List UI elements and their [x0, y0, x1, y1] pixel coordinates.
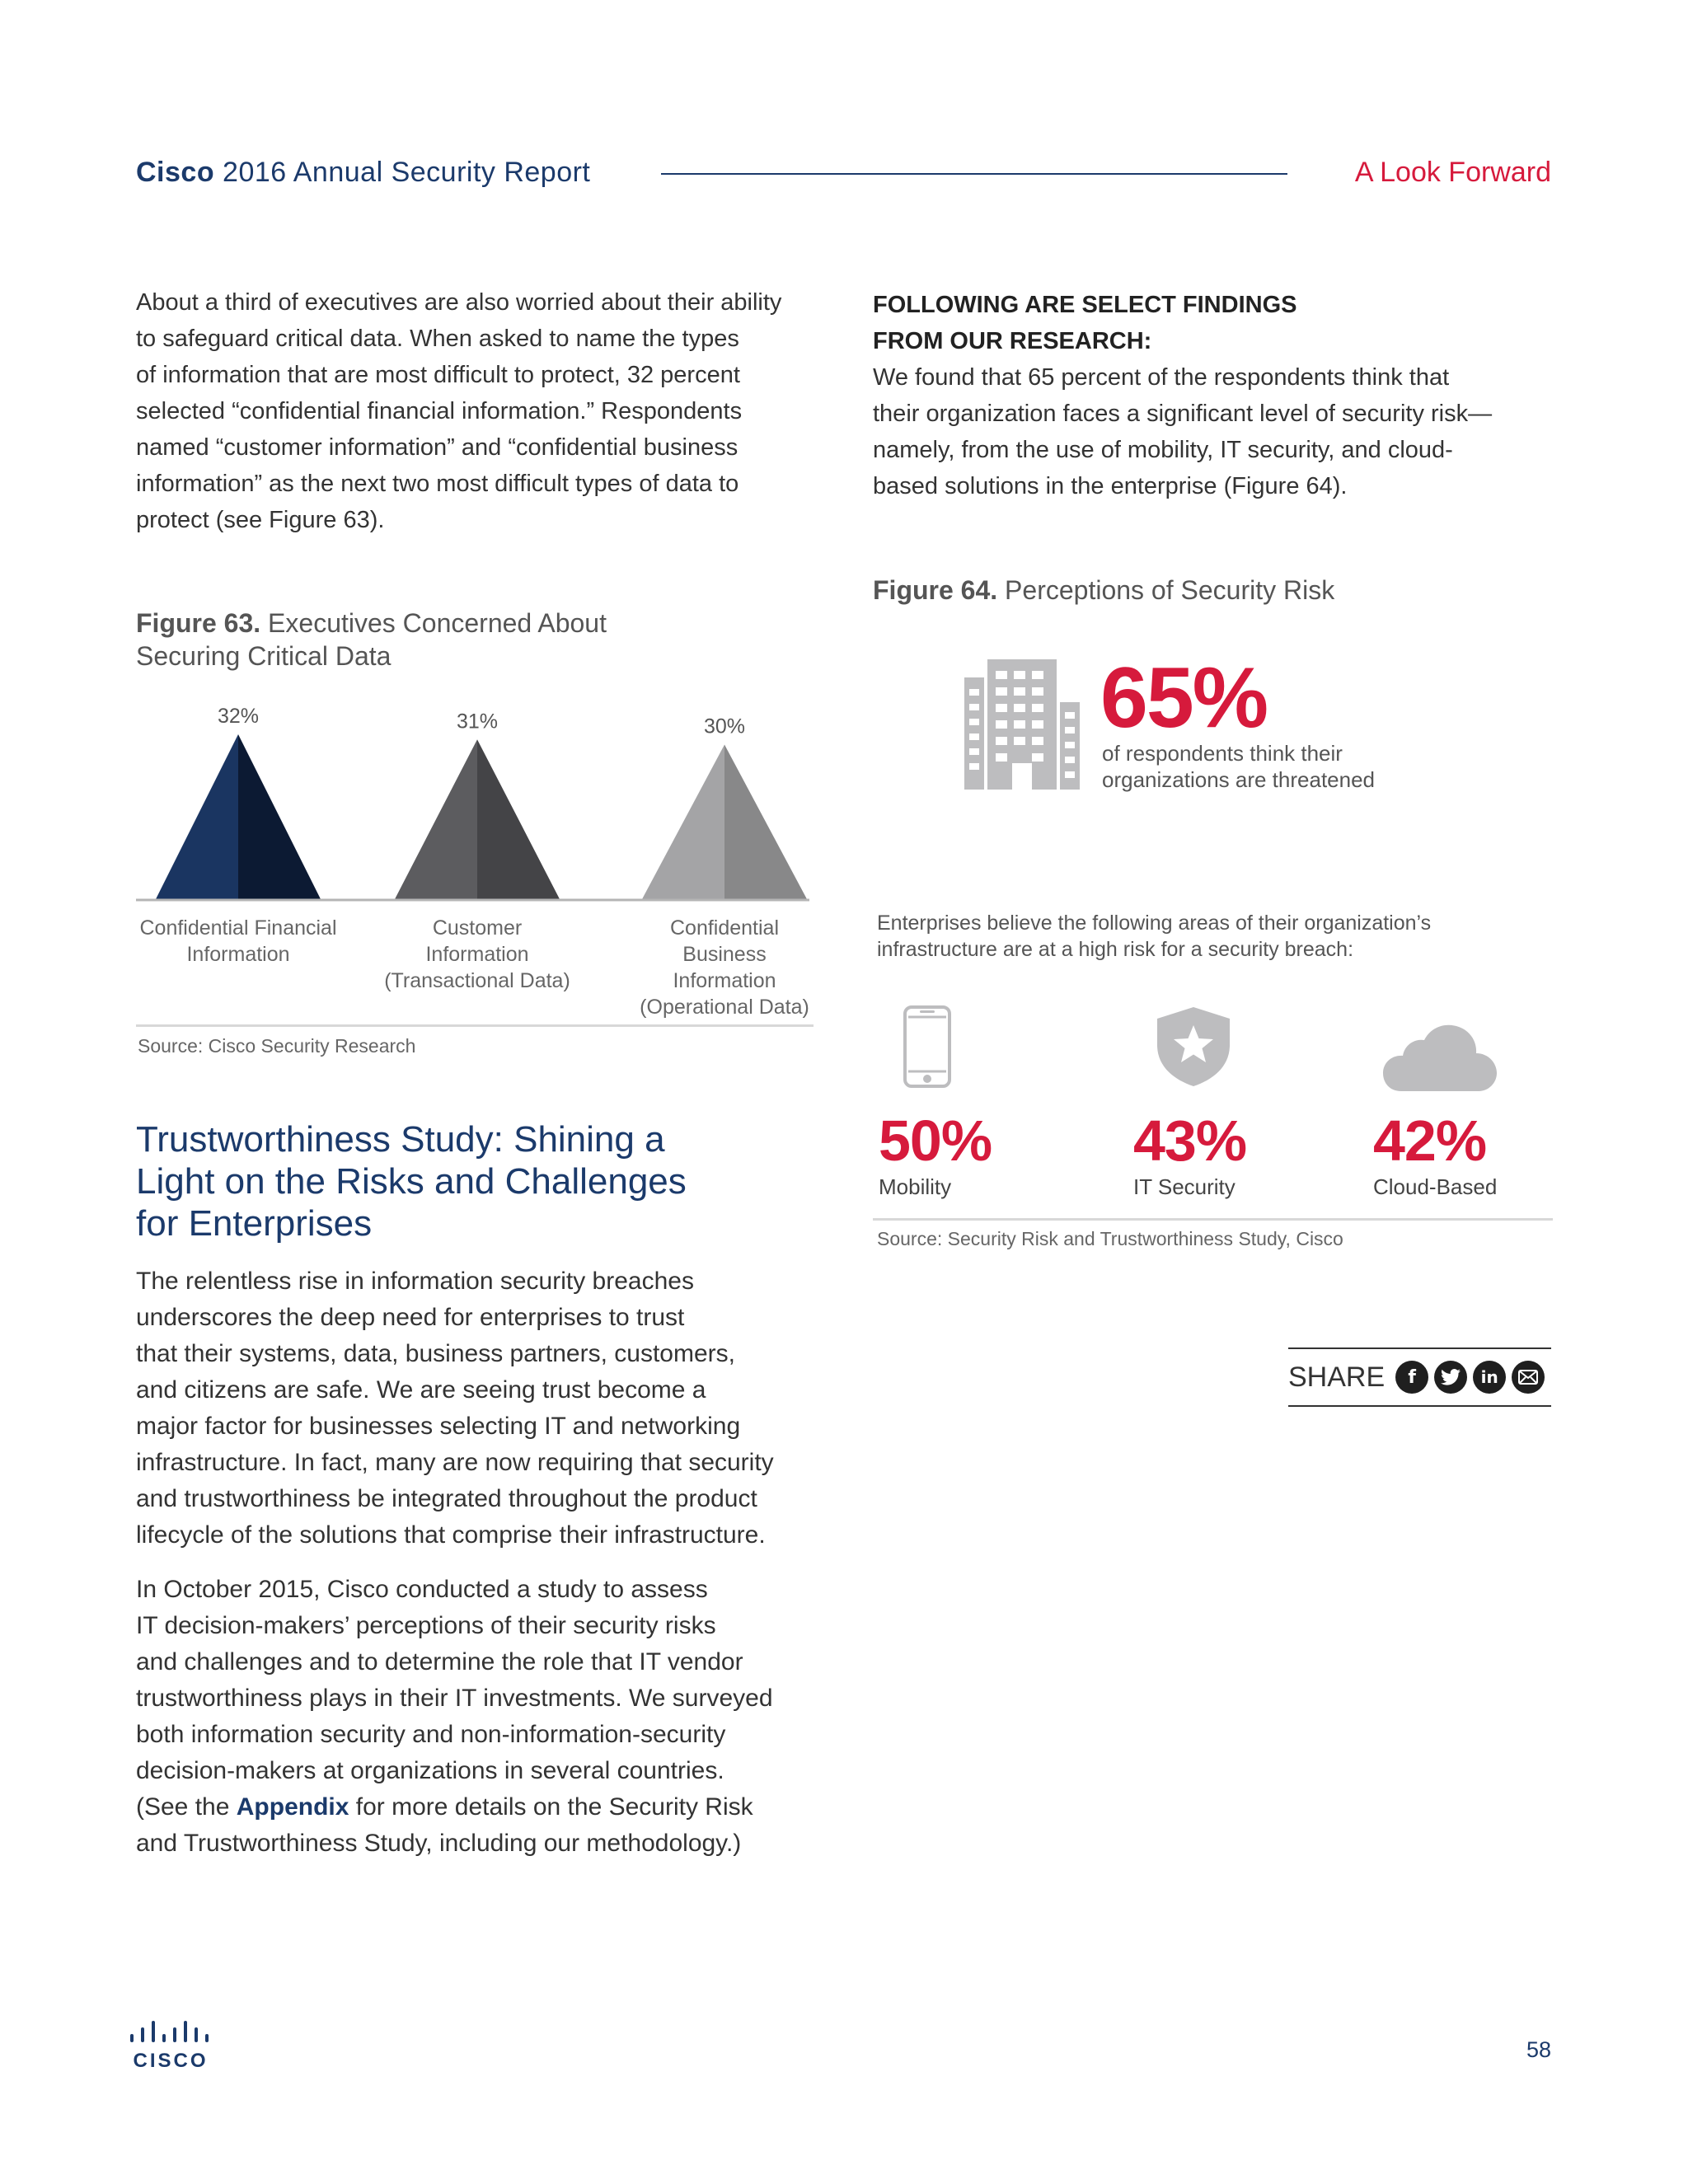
headline-description [1102, 740, 1375, 793]
data-label: 31% [456, 710, 499, 733]
text-line: Enterprises believe the following areas of their organization’s [877, 912, 1432, 935]
figure63-chart [132, 701, 824, 1038]
figure64-source: Source: Security Risk and Trustworthiness Study, Cisco [877, 1228, 1343, 1249]
text-fragment: (See the [136, 1793, 237, 1821]
share-bar [1288, 1347, 1551, 1407]
text-line: protect (see Figure 63). [136, 507, 385, 533]
trust-paragraph-1 [136, 1263, 774, 1554]
figure63-title [136, 607, 607, 673]
triangle-bar-right [238, 734, 321, 899]
text-line: and trustworthiness be integrated throughout the product [136, 1485, 757, 1512]
intro-paragraph [136, 284, 781, 538]
data-label: 30% [703, 715, 746, 738]
figure63-divider [136, 1024, 814, 1027]
category-label: Customer [432, 916, 523, 940]
text-line: underscores the deep need for enterprises to trust [136, 1304, 685, 1331]
figure63-source: Source: Cisco Security Research [138, 1035, 416, 1057]
page-number: 58 [1526, 2037, 1551, 2062]
section-title: A Look Forward [1354, 157, 1551, 188]
heading-line: FROM OUR RESEARCH: [873, 328, 1152, 354]
triangle-bar-right [724, 745, 807, 900]
text-line: lifecycle of the solutions that comprise their infrastructure. [136, 1521, 766, 1549]
cloud-icon [1383, 1022, 1497, 1091]
appendix-link[interactable]: Appendix [236, 1793, 349, 1821]
category-label: Confidential [669, 916, 780, 940]
twitter-icon[interactable] [1434, 1361, 1467, 1394]
stat-label: Mobility [879, 1174, 952, 1199]
stat-label: IT Security [1133, 1174, 1236, 1199]
figure63-title-line: Securing Critical Data [136, 641, 392, 671]
text-line: major factor for businesses selecting IT and networking [136, 1413, 741, 1440]
text-line: In October 2015, Cisco conducted a study to assess [136, 1576, 708, 1603]
stat-mobility [879, 1108, 992, 1200]
text-line: decision-makers at organizations in several countries. [136, 1757, 724, 1784]
building-icon [964, 659, 1080, 790]
text-line [136, 1789, 773, 1825]
text-line: and citizens are safe. We are seeing trust become a [136, 1376, 706, 1404]
category-label: Information [425, 943, 529, 966]
stat-value: 43% [1133, 1108, 1247, 1173]
cisco-logo [128, 2019, 218, 2070]
linkedin-icon[interactable]: in [1473, 1361, 1506, 1394]
heading-line: Light on the Risks and Challenges [136, 1161, 687, 1202]
text-line: The relentless rise in information security breaches [136, 1268, 694, 1295]
stat-value: 50% [879, 1108, 992, 1173]
text-line: IT decision-makers’ perceptions of their security risks [136, 1612, 716, 1639]
text-line: of information that are most difficult to protect, 32 percent [136, 362, 740, 388]
email-icon[interactable] [1512, 1361, 1545, 1394]
triangle-bar-left [395, 739, 477, 899]
triangle-bar-right [477, 739, 560, 899]
text-line: their organization faces a significant level of security risk— [873, 401, 1493, 427]
heading-line: FOLLOWING ARE SELECT FINDINGS [873, 292, 1297, 318]
findings-paragraph [873, 359, 1492, 504]
text-line: namely, from the use of mobility, IT security, and cloud- [873, 437, 1453, 463]
cisco-logo-text: CISCO [133, 2050, 209, 2070]
figure64-label: Figure 64. [873, 575, 998, 605]
stat-cloud-based [1373, 1108, 1498, 1200]
report-header-title [136, 157, 590, 189]
text-fragment: for more details on the Security Risk [349, 1793, 753, 1821]
trust-section-heading [136, 1118, 687, 1244]
figure63-label: Figure 63. [136, 608, 261, 638]
text-line: trustworthiness plays in their IT investments. We surveyed [136, 1685, 773, 1712]
text-line: based solutions in the enterprise (Figure 64). [873, 473, 1348, 499]
figure64-intro [877, 910, 1431, 963]
heading-line: for Enterprises [136, 1203, 373, 1244]
category-label: (Transactional Data) [384, 969, 570, 992]
text-line: and Trustworthiness Study, including our methodology.) [136, 1830, 742, 1857]
text-line: We found that 65 percent of the respondents think that [873, 364, 1450, 391]
figure64-divider [873, 1218, 1553, 1221]
text-line: of respondents think their [1102, 741, 1343, 766]
facebook-icon[interactable]: f [1395, 1361, 1428, 1394]
findings-heading [873, 287, 1296, 359]
figure63-title-line: Executives Concerned About [268, 608, 607, 638]
category-label: Business [682, 943, 767, 966]
heading-line: Trustworthiness Study: Shining a [136, 1119, 665, 1160]
share-label: SHARE [1288, 1361, 1386, 1393]
triangle-bar-left [642, 745, 724, 900]
text-line: to safeguard critical data. When asked to name the types [136, 326, 739, 352]
text-line: infrastructure. In fact, many are now requiring that security [136, 1449, 774, 1476]
text-line: and challenges and to determine the role that IT vendor [136, 1648, 743, 1675]
stat-it-security [1133, 1108, 1247, 1200]
triangle-bar-left [156, 734, 238, 899]
text-line: organizations are threatened [1102, 767, 1376, 792]
text-line: information” as the next two most difficult types of data to [136, 471, 739, 497]
text-line: infrastructure are at a high risk for a security breach: [877, 938, 1354, 961]
headline-percent: 65% [1100, 650, 1268, 746]
text-line: About a third of executives are also worried about their ability [136, 289, 782, 316]
stat-value: 42% [1373, 1108, 1487, 1173]
text-line: both information security and non-information-security [136, 1721, 726, 1748]
category-label: (Operational Data) [640, 996, 809, 1019]
text-line: selected “confidential financial information.” Respondents [136, 398, 743, 424]
trust-paragraph-2 [136, 1572, 773, 1862]
category-label: Information [673, 969, 776, 992]
smartphone-icon [903, 1005, 951, 1088]
figure64-title [873, 574, 1334, 607]
category-label: Confidential Financial [139, 916, 337, 940]
header-rule [661, 173, 1287, 175]
figure64-title-text: Perceptions of Security Risk [1005, 575, 1335, 605]
report-title: 2016 Annual Security Report [223, 157, 591, 188]
brand-name: Cisco [136, 157, 215, 188]
text-line: that their systems, data, business partners, customers, [136, 1340, 735, 1367]
data-label: 32% [217, 705, 260, 728]
stat-label: Cloud-Based [1373, 1174, 1498, 1199]
text-line: named “customer information” and “confidential business [136, 434, 738, 461]
shield-star-icon [1154, 1005, 1233, 1088]
category-label: Information [186, 943, 290, 966]
